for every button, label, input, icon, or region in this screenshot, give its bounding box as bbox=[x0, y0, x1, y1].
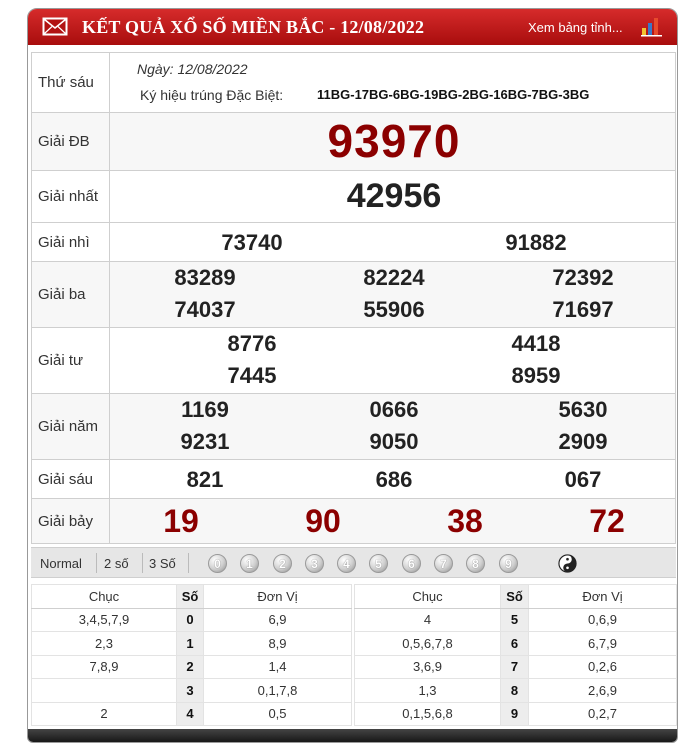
yin-yang-icon[interactable] bbox=[558, 554, 577, 573]
prize-number: 72 bbox=[589, 503, 625, 539]
prize-number: 83289 bbox=[174, 265, 236, 290]
prize-number: 72392 bbox=[552, 265, 614, 290]
loto-header-so: Số bbox=[501, 585, 529, 609]
prize-number: 91882 bbox=[505, 230, 567, 255]
loto-row bbox=[32, 632, 352, 656]
panel-header bbox=[28, 9, 677, 45]
prize-number: 8959 bbox=[511, 363, 561, 388]
loto-chuc: 0,5,6,7,8 bbox=[355, 632, 501, 656]
prize-label: Giải ĐB bbox=[32, 113, 110, 171]
digit-ball-3[interactable]: 3 bbox=[305, 554, 324, 573]
prize-number: 38 bbox=[447, 503, 483, 539]
loto-donvi: 0,2,7 bbox=[529, 702, 677, 726]
loto-chuc: 3,6,9 bbox=[355, 655, 501, 679]
special-symbol-value: 11BG-17BG-6BG-19BG-2BG-16BG-7BG-3BG bbox=[317, 87, 590, 102]
loto-donvi: 2,6,9 bbox=[529, 679, 677, 703]
prize-numbers bbox=[110, 262, 676, 328]
digit-ball-7[interactable]: 7 bbox=[434, 554, 453, 573]
loto-row bbox=[355, 655, 677, 679]
prize-label: Giải tư bbox=[32, 328, 110, 394]
info-cell bbox=[110, 53, 676, 113]
prize-number: 42956 bbox=[346, 177, 442, 215]
prize-numbers bbox=[110, 460, 676, 499]
filter-3-digit-button[interactable]: 3 Số bbox=[149, 556, 176, 571]
prize-number: 19 bbox=[163, 503, 199, 539]
loto-so: 5 bbox=[501, 608, 529, 632]
prize-number: 8776 bbox=[227, 331, 277, 356]
panel-footer bbox=[28, 729, 677, 743]
digit-ball-4[interactable]: 4 bbox=[337, 554, 356, 573]
prize-numbers bbox=[110, 171, 676, 223]
loto-table-right bbox=[354, 584, 677, 726]
loto-header-row bbox=[355, 585, 677, 609]
info-row bbox=[32, 53, 676, 113]
prize-numbers bbox=[110, 394, 676, 460]
digit-ball-6[interactable]: 6 bbox=[402, 554, 421, 573]
results-panel bbox=[27, 8, 678, 743]
loto-chuc: 1,3 bbox=[355, 679, 501, 703]
loto-so: 2 bbox=[177, 655, 204, 679]
loto-donvi: 6,9 bbox=[204, 608, 352, 632]
prize-label: Giải ba bbox=[32, 262, 110, 328]
loto-so: 9 bbox=[501, 702, 529, 726]
prize-label: Giải sáu bbox=[32, 460, 110, 499]
prize-numbers bbox=[110, 499, 676, 544]
prize-number: 4418 bbox=[511, 331, 561, 356]
loto-so: 4 bbox=[177, 702, 204, 726]
loto-row bbox=[355, 608, 677, 632]
bar-chart-icon[interactable] bbox=[640, 15, 664, 37]
prize-row-db bbox=[32, 113, 676, 171]
loto-donvi: 0,2,6 bbox=[529, 655, 677, 679]
prize-label: Giải bảy bbox=[32, 499, 110, 544]
filter-divider bbox=[188, 553, 189, 573]
prize-row-g5 bbox=[32, 394, 676, 460]
mail-icon bbox=[42, 17, 68, 36]
loto-row bbox=[355, 632, 677, 656]
filter-2-digit-button[interactable]: 2 số bbox=[104, 556, 129, 571]
special-prize-number: 93970 bbox=[327, 115, 461, 167]
filter-divider bbox=[142, 553, 143, 573]
page-title: KẾT QUẢ XỔ SỐ MIỀN BẮC - 12/08/2022 bbox=[82, 17, 425, 37]
digit-ball-9[interactable]: 9 bbox=[499, 554, 518, 573]
loto-chuc: 2,3 bbox=[32, 632, 177, 656]
prize-numbers bbox=[110, 113, 676, 171]
loto-chuc: 0,1,5,6,8 bbox=[355, 702, 501, 726]
digit-ball-0[interactable]: 0 bbox=[208, 554, 227, 573]
prize-label: Giải năm bbox=[32, 394, 110, 460]
prize-row-g6 bbox=[32, 460, 676, 499]
digit-ball-8[interactable]: 8 bbox=[466, 554, 485, 573]
prize-row-g7 bbox=[32, 499, 676, 544]
filter-normal-button[interactable]: Normal bbox=[40, 556, 82, 571]
loto-donvi: 0,5 bbox=[204, 702, 352, 726]
loto-row bbox=[355, 679, 677, 703]
loto-so: 8 bbox=[501, 679, 529, 703]
prize-row-g3 bbox=[32, 262, 676, 328]
prize-number: 71697 bbox=[552, 297, 614, 322]
prize-number: 0666 bbox=[369, 397, 419, 422]
prize-row-g1 bbox=[32, 171, 676, 223]
prize-numbers bbox=[110, 328, 676, 394]
loto-row bbox=[32, 608, 352, 632]
prize-number: 067 bbox=[564, 467, 602, 492]
loto-chuc bbox=[32, 679, 177, 703]
prize-number: 90 bbox=[305, 503, 341, 539]
digit-ball-5[interactable]: 5 bbox=[369, 554, 388, 573]
prize-number: 74037 bbox=[174, 297, 236, 322]
loto-header-donvi: Đơn Vị bbox=[204, 585, 352, 609]
loto-donvi: 6,7,9 bbox=[529, 632, 677, 656]
loto-row bbox=[32, 679, 352, 703]
draw-date: Ngày: 12/08/2022 bbox=[137, 61, 248, 77]
loto-table-left bbox=[31, 584, 352, 726]
prize-number: 82224 bbox=[363, 265, 425, 290]
loto-header-chuc: Chục bbox=[32, 585, 177, 609]
loto-donvi: 1,4 bbox=[204, 655, 352, 679]
loto-chuc: 4 bbox=[355, 608, 501, 632]
prize-number: 5630 bbox=[558, 397, 608, 422]
prize-number: 2909 bbox=[558, 429, 608, 454]
prize-number: 821 bbox=[186, 467, 224, 492]
loto-chuc: 3,4,5,7,9 bbox=[32, 608, 177, 632]
loto-donvi: 8,9 bbox=[204, 632, 352, 656]
prize-row-g2 bbox=[32, 223, 676, 262]
loto-so: 1 bbox=[177, 632, 204, 656]
prize-number: 1169 bbox=[181, 397, 229, 422]
view-provinces-link[interactable]: Xem bảng tỉnh... bbox=[528, 20, 623, 35]
prize-number: 7445 bbox=[227, 363, 277, 388]
digit-ball-2[interactable]: 2 bbox=[273, 554, 292, 573]
prize-number: 9231 bbox=[180, 429, 230, 454]
prize-label: Giải nhì bbox=[32, 223, 110, 262]
prize-number: 686 bbox=[375, 467, 413, 492]
loto-donvi: 0,6,9 bbox=[529, 608, 677, 632]
loto-header-chuc: Chục bbox=[355, 585, 501, 609]
loto-row bbox=[32, 702, 352, 726]
prize-number: 73740 bbox=[221, 230, 283, 255]
loto-so: 3 bbox=[177, 679, 204, 703]
prize-number: 9050 bbox=[369, 429, 419, 454]
loto-so: 0 bbox=[177, 608, 204, 632]
loto-donvi: 0,1,7,8 bbox=[204, 679, 352, 703]
prize-numbers bbox=[110, 223, 676, 262]
loto-row bbox=[32, 655, 352, 679]
prize-number: 55906 bbox=[363, 297, 425, 322]
loto-chuc: 2 bbox=[32, 702, 177, 726]
filter-divider bbox=[96, 553, 97, 573]
filter-bar bbox=[31, 547, 676, 578]
digit-ball-1[interactable]: 1 bbox=[240, 554, 259, 573]
loto-so: 7 bbox=[501, 655, 529, 679]
loto-header-donvi: Đơn Vị bbox=[529, 585, 677, 609]
loto-chuc: 7,8,9 bbox=[32, 655, 177, 679]
prize-row-g4 bbox=[32, 328, 676, 394]
loto-row bbox=[355, 702, 677, 726]
special-symbol-label: Ký hiệu trúng Đặc Biệt: bbox=[140, 87, 284, 103]
loto-header-so: Số bbox=[177, 585, 204, 609]
loto-so: 6 bbox=[501, 632, 529, 656]
loto-header-row bbox=[32, 585, 352, 609]
prize-label: Giải nhất bbox=[32, 171, 110, 223]
results-table bbox=[31, 52, 676, 544]
day-label: Thứ sáu bbox=[32, 53, 110, 113]
